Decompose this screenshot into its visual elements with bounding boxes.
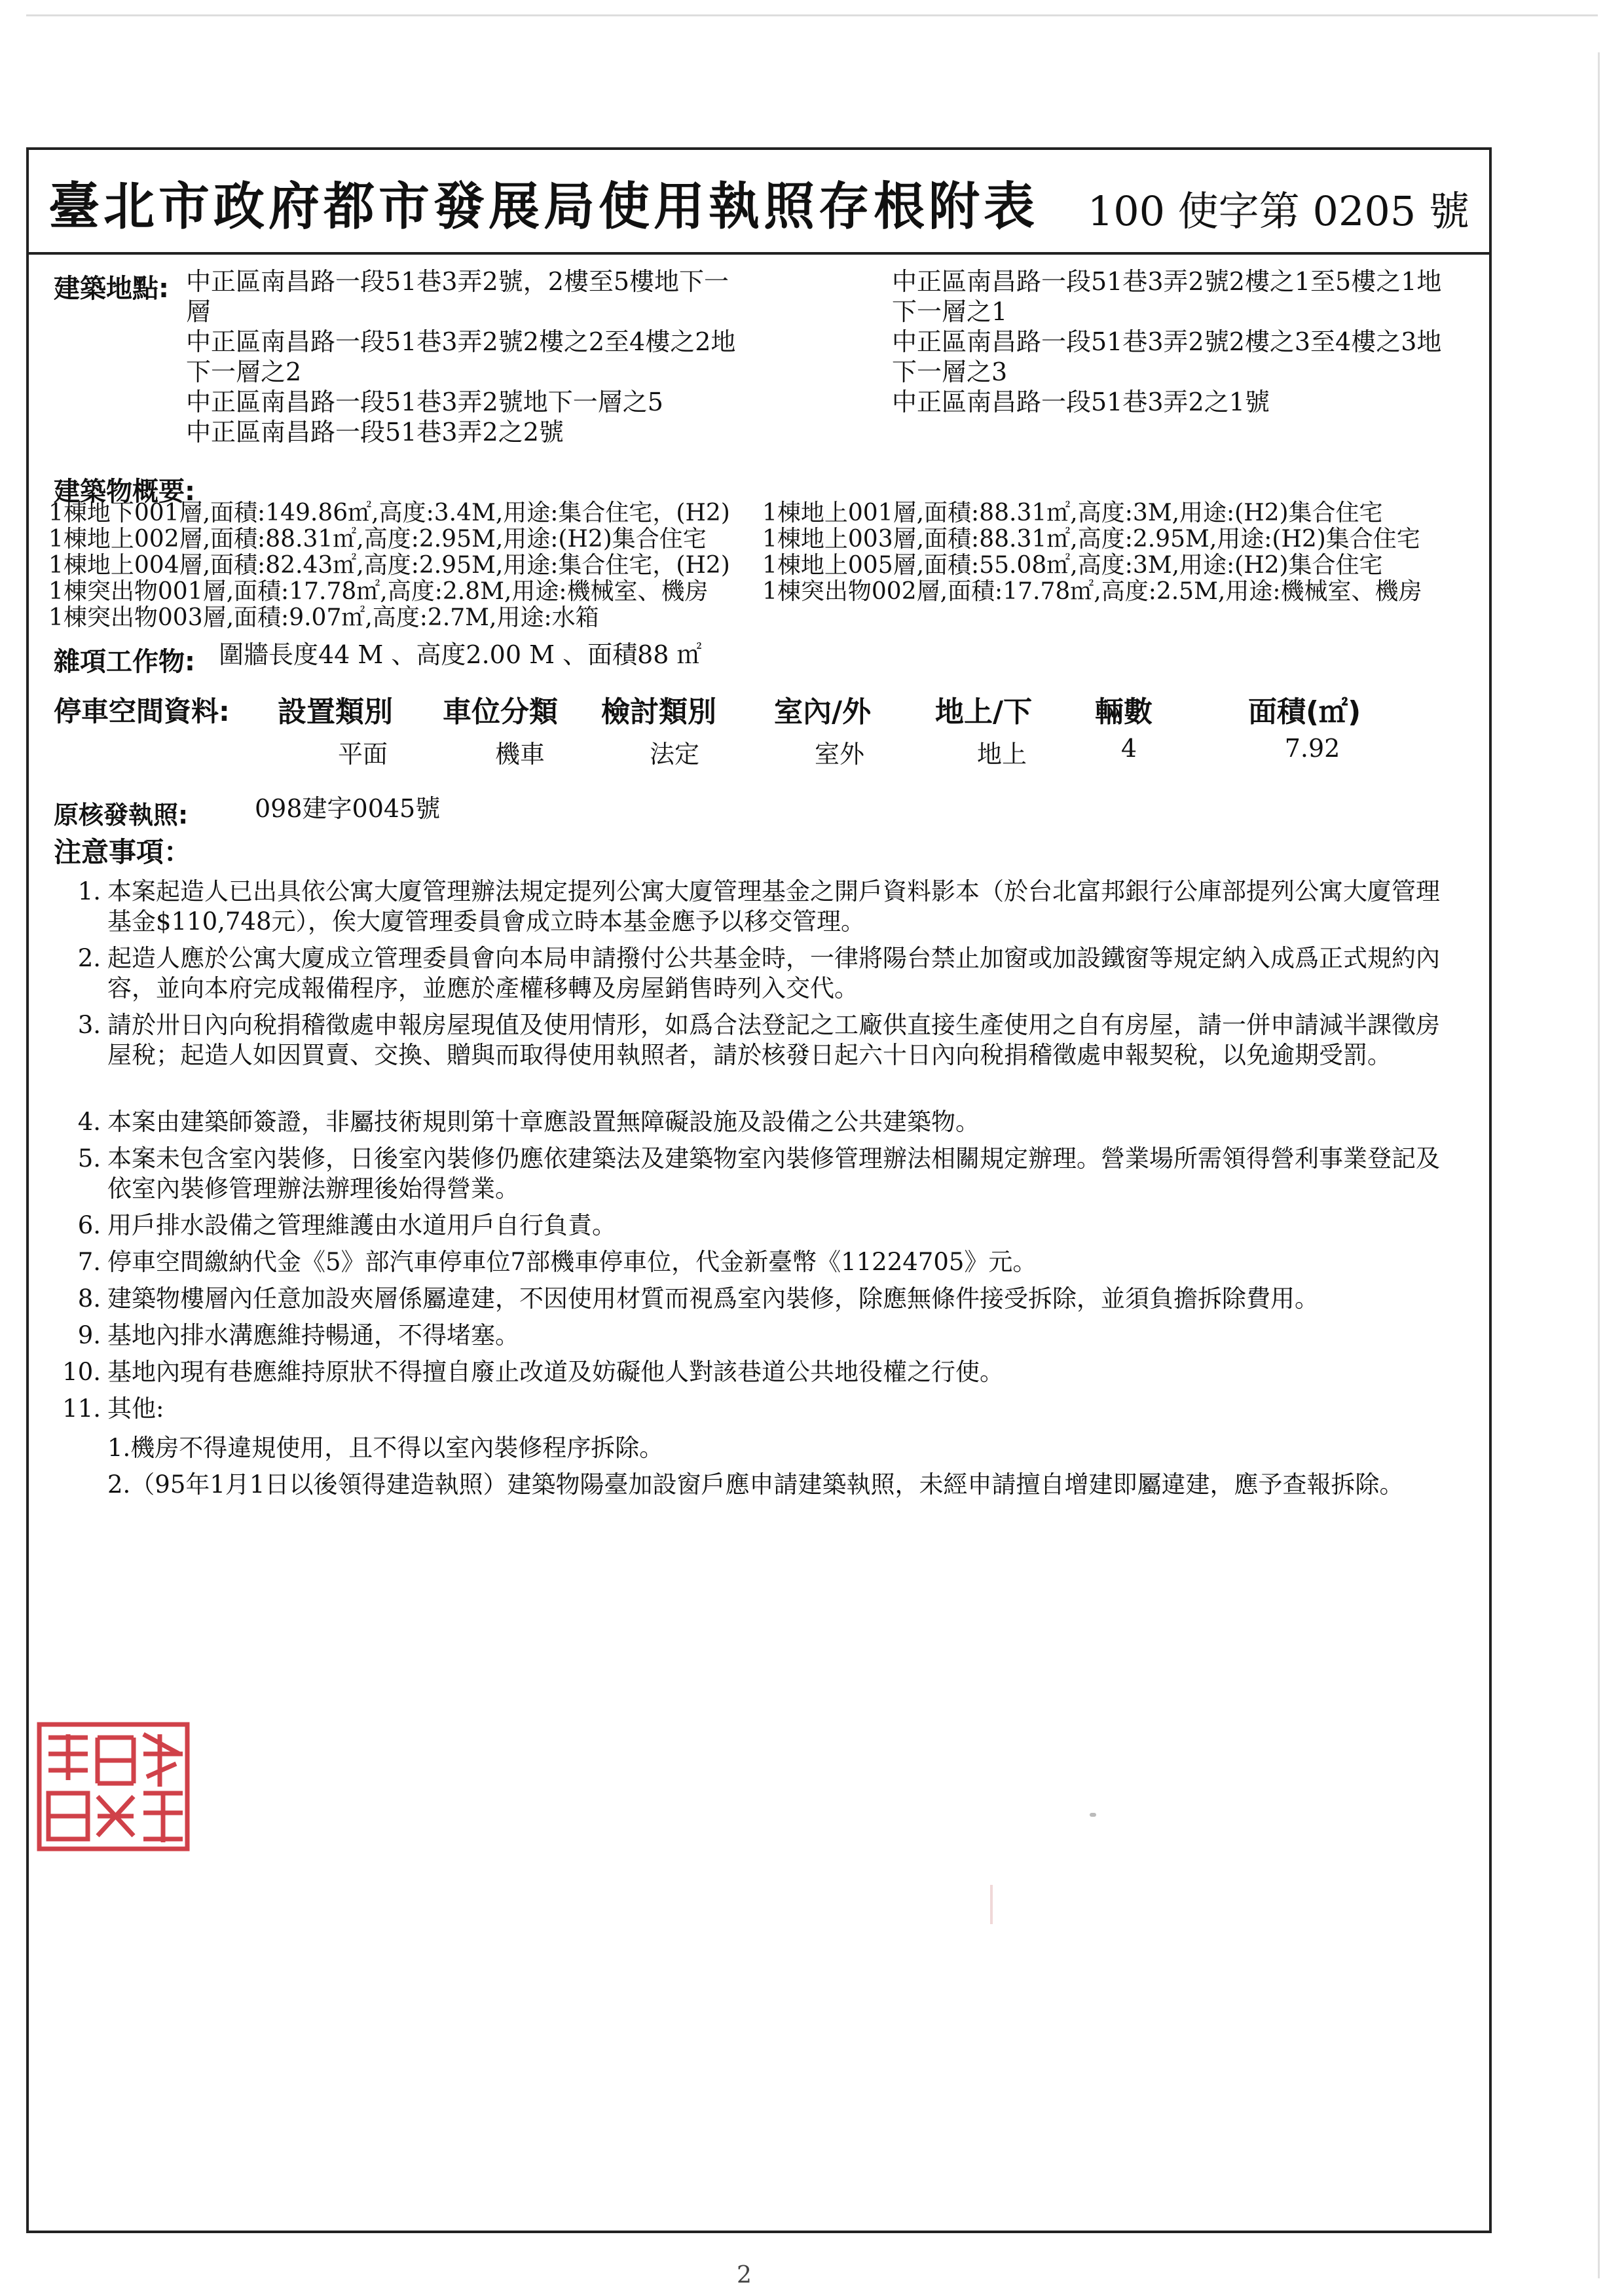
overview-line: 1棟地上004層,面積:82.43㎡,高度:2.95M,用途:集合住宅，(H2) [48, 552, 730, 579]
note-item [55, 1107, 1463, 1137]
title-row [29, 150, 1489, 255]
scan-speck [990, 1885, 993, 1924]
overview-line: 1棟地下001層,面積:149.86㎡,高度:3.4M,用途:集合住宅，(H2) [48, 500, 730, 526]
parking-cell: 7.92 [1284, 734, 1340, 763]
note-number: 2. [77, 944, 101, 972]
note-item [55, 1144, 1463, 1204]
note-sub-item [55, 1433, 1463, 1463]
parking-header: 檢討類別 [601, 695, 716, 729]
note-text: 本案起造人已出具依公寓大廈管理辦法規定提列公寓大廈管理基金之開戶資料影本（於台北富邦銀行公庫部提列公寓大廈管理基金$110,748元），俟大廈管理委員會成立時本基金應予以移交管理。 [107, 877, 1440, 936]
location-line: 下一層之2 [186, 357, 302, 386]
overview-line: 1棟突出物002層,面積:17.78㎡,高度:2.5M,用途:機械室、機房 [762, 578, 1422, 605]
note-sub-text: 1.機房不得違規使用，且不得以室內裝修程序拆除。 [107, 1434, 664, 1462]
parking-header: 地上/下 [935, 695, 1033, 729]
parking-cell: 4 [1120, 734, 1137, 763]
note-text: 停車空間繳納代金《5》部汽車停車位7部機車停車位，代金新臺幣《11224705》元。 [107, 1248, 1037, 1276]
note-text: 起造人應於公寓大廈成立管理委員會向本局申請撥付公共基金時，一律將陽台禁止加窗或加設鐵窗等規定納入成爲正式規約內容，並向本府完成報備程序，並應於產權移轉及房屋銷售時列入交代。 [107, 944, 1440, 1002]
misc-works-label: 雜項工作物: [54, 647, 195, 677]
parking-header: 輛數 [1095, 695, 1153, 729]
location-line: 中正區南昌路一段51巷3弄2號2樓之1至5樓之1地 [892, 267, 1442, 296]
note-item [55, 1211, 1463, 1241]
location-line: 中正區南昌路一段51巷3弄2之2號 [186, 418, 564, 446]
note-text: 其他: [107, 1394, 164, 1423]
location-right [892, 266, 1441, 417]
overview-line: 1棟地上002層,面積:88.31㎡,高度:2.95M,用途:(H2)集合住宅 [48, 526, 707, 553]
parking-header: 面積(㎡) [1248, 695, 1361, 729]
note-text: 請於卅日內向稅捐稽徵處申報房屋現值及使用情形，如爲合法登記之工廠供直接生產使用之自有房屋，請一併申請減半課徵房屋稅；起造人如因買賣、交換、贈與而取得使用執照者，請於核發日起六十日內向稅捐稽徵處申報契稅，以免逾期受罰。 [107, 1011, 1440, 1069]
parking-header: 設置類別 [278, 695, 393, 729]
parking-cell: 平面 [337, 740, 388, 769]
note-item [55, 1010, 1463, 1101]
note-number: 3. [77, 1011, 101, 1039]
overview-right [762, 500, 1422, 605]
note-text: 本案未包含室內裝修，日後室內裝修仍應依建築法及建築物室內裝修管理辦法相關規定辦理。營業場所需領得營利事業登記及依室內裝修管理辦法辦理後始得營業。 [107, 1144, 1440, 1203]
document-frame [26, 147, 1492, 2233]
overview-line: 1棟地上005層,面積:55.08㎡,高度:3M,用途:(H2)集合住宅 [762, 552, 1383, 579]
location-left [186, 266, 735, 447]
original-license-label: 原核發執照: [54, 801, 189, 829]
note-number: 4. [77, 1108, 101, 1136]
note-item [55, 1284, 1463, 1314]
note-text: 基地內現有巷應維持原狀不得擅自廢止改道及妨礙他人對該巷道公共地役權之行使。 [107, 1358, 1004, 1386]
location-line: 下一層之3 [892, 357, 1008, 386]
note-number: 8. [77, 1285, 101, 1313]
note-text: 基地內排水溝應維持暢通，不得堵塞。 [107, 1321, 519, 1349]
top-rule [26, 14, 1598, 16]
note-item [55, 1247, 1463, 1277]
parking-cell: 機車 [494, 740, 545, 769]
license-number: 100 使字第 0205 號 [1087, 187, 1469, 235]
overview-left [48, 500, 730, 631]
right-scan-edge [1598, 52, 1600, 2278]
overview-line: 1棟突出物001層,面積:17.78㎡,高度:2.8M,用途:機械室、機房 [48, 578, 709, 605]
location-line: 中正區南昌路一段51巷3弄2之1號 [892, 388, 1270, 416]
overview-label: 建築物概要: [54, 477, 195, 507]
overview-line: 1棟地上001層,面積:88.31㎡,高度:3M,用途:(H2)集合住宅 [762, 500, 1383, 526]
overview-line: 1棟突出物003層,面積:9.07㎡,高度:2.7M,用途:水箱 [48, 604, 599, 631]
location-label: 建築地點: [54, 274, 169, 304]
note-number: 7. [77, 1248, 101, 1276]
note-sub-text: 2.（95年1月1日以後領得建造執照）建築物陽臺加設窗戶應申請建築執照，未經申請擅自增建即屬違建，應予查報拆除。 [107, 1470, 1404, 1499]
note-item [55, 877, 1463, 937]
location-line: 中正區南昌路一段51巷3弄2號2樓之3至4樓之3地 [892, 327, 1442, 356]
note-number: 11. [62, 1394, 101, 1423]
official-seal-stamp [35, 1718, 193, 1855]
note-item [55, 943, 1463, 1004]
note-number: 5. [77, 1144, 101, 1173]
note-text: 用戶排水設備之管理維護由水道用戶自行負責。 [107, 1211, 616, 1239]
original-license-value: 098建字0045號 [255, 794, 441, 823]
note-item [55, 1321, 1463, 1351]
parking-header: 室內/外 [774, 695, 872, 729]
note-sub-item [55, 1470, 1463, 1530]
document-title: 臺北市政府都市發展局使用執照存根附表 [48, 177, 1039, 236]
parking-cell: 法定 [649, 740, 699, 769]
note-number: 6. [77, 1211, 101, 1239]
note-text: 建築物樓層內任意加設夾層係屬違建，不因使用材質而視爲室內裝修，除應無條件接受拆除，並須負擔拆除費用。 [107, 1285, 1319, 1313]
note-number: 10. [62, 1358, 101, 1386]
misc-works-value: 圍牆長度44 M 、高度2.00 M 、面積88 ㎡ [219, 640, 702, 669]
scan-speck [1090, 1813, 1096, 1817]
note-number: 1. [77, 877, 101, 905]
location-line: 中正區南昌路一段51巷3弄2號，2樓至5樓地下一 [186, 267, 729, 296]
parking-cell: 地上 [976, 740, 1027, 769]
overview-line: 1棟地上003層,面積:88.31㎡,高度:2.95M,用途:(H2)集合住宅 [762, 526, 1420, 553]
parking-header: 車位分類 [443, 695, 558, 729]
location-line: 中正區南昌路一段51巷3弄2號2樓之2至4樓之2地 [186, 327, 736, 356]
location-line: 層 [186, 297, 212, 326]
note-number: 9. [77, 1321, 101, 1349]
note-item [55, 1357, 1463, 1387]
parking-label: 停車空間資料: [54, 695, 230, 727]
notes-label: 注意事項： [54, 836, 192, 868]
page-number: 2 [737, 2262, 752, 2289]
note-text: 本案由建築師簽證，非屬技術規則第十章應設置無障礙設施及設備之公共建築物。 [107, 1108, 980, 1136]
parking-cell: 室外 [814, 740, 864, 769]
location-line: 下一層之1 [892, 297, 1008, 326]
note-item [55, 1394, 1463, 1424]
location-line: 中正區南昌路一段51巷3弄2號地下一層之5 [186, 388, 663, 416]
